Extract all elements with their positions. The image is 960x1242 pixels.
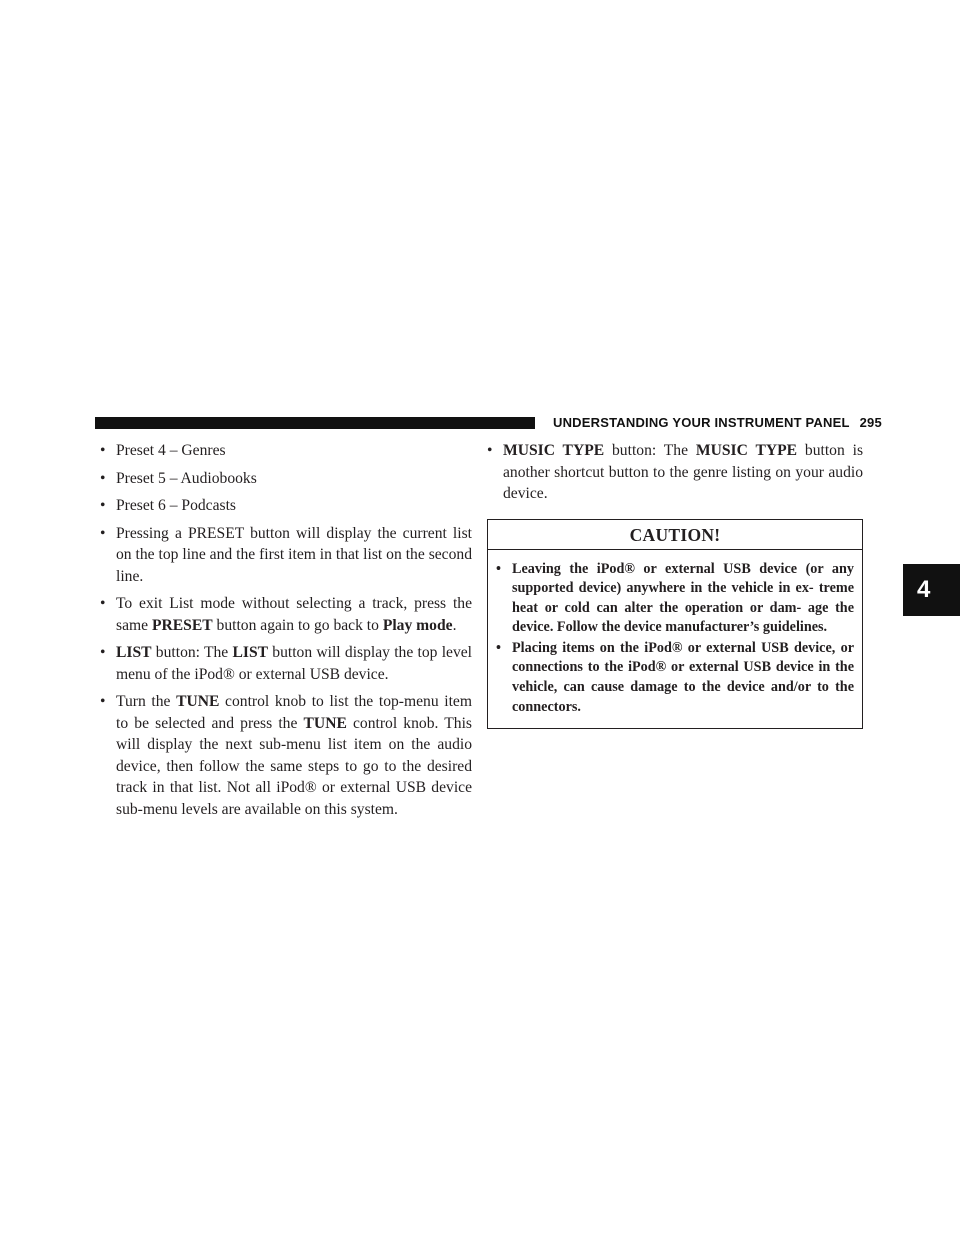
caution-box (487, 519, 863, 730)
list-item: • To exit List mode without selecting a track, press the same PRESET button again to go back to Play mode. (100, 593, 472, 636)
list-item: • Pressing a PRESET button will display the current list on the top line and the first item in that list on the second line. (100, 523, 472, 588)
list-item: • Preset 5 – Audiobooks (100, 468, 472, 490)
list-item: • MUSIC TYPE button: The MUSIC TYPE button is another shortcut button to the genre listing on your audio device. (487, 440, 863, 505)
list-item: • Preset 4 – Genres (100, 440, 472, 462)
caution-item: • Leaving the iPod® or external USB device (or any supported device) anywhere in the vehicle in ex- treme heat or cold can alter the operation or dam- age the device. Follow the device manufacturer’s guidelines. (496, 560, 854, 638)
list-item: • Preset 6 – Podcasts (100, 495, 472, 517)
left-column (100, 440, 472, 826)
running-header (553, 414, 882, 432)
right-column (487, 440, 863, 729)
caution-title: CAUTION! (488, 520, 862, 550)
list-item: • Turn the TUNE control knob to list the top-menu item to be selected and press the TUNE control knob. This will display the next sub-menu list item on the audio device, then follow the same steps to go to the desired track in that list. Not all iPod® or external USB device sub-menu levels are available on this system. (100, 691, 472, 820)
caution-list (488, 550, 862, 718)
right-bullet-list (487, 440, 863, 505)
left-bullet-list (100, 440, 472, 820)
caution-item: • Placing items on the iPod® or external USB device, or connections to the iPod® or external USB device in the vehicle, can cause damage to the device and/or to the connectors. (496, 639, 854, 717)
chapter-tab: 4 (903, 564, 960, 616)
list-item: • LIST button: The LIST button will display the top level menu of the iPod® or external USB device. (100, 642, 472, 685)
page-number: 295 (859, 415, 882, 430)
section-title: UNDERSTANDING YOUR INSTRUMENT PANEL (553, 415, 850, 430)
header-rule (95, 417, 535, 429)
